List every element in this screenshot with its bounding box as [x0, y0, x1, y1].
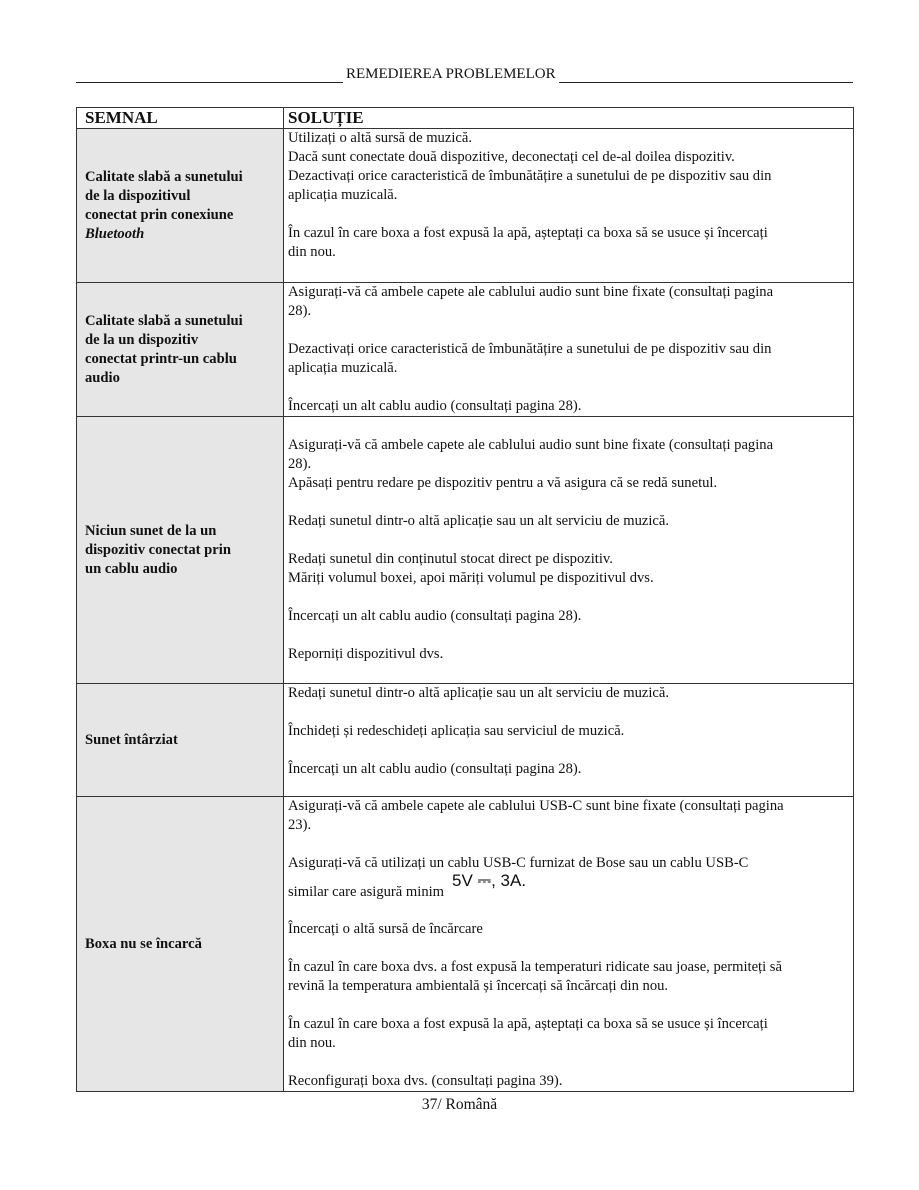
- solution-line: [288, 148, 849, 167]
- solution-line: [288, 1053, 849, 1072]
- signal-italic: Bluetooth: [85, 225, 145, 242]
- solution-line: [288, 436, 849, 455]
- signal-line: Boxa nu se încarcă: [85, 935, 202, 952]
- signal-cell: [77, 684, 284, 797]
- solution-line: [288, 958, 849, 977]
- solution-line: [288, 397, 849, 416]
- solution-line: [288, 873, 849, 901]
- solution-cell: [284, 283, 854, 417]
- solution-text: Încercați un alt cablu audio (consultați pagina 28).: [288, 761, 582, 777]
- solution-line: [288, 939, 849, 958]
- solution-line: [288, 607, 849, 626]
- solution-line: [288, 760, 849, 779]
- signal-line: conectat prin conexiune: [85, 206, 234, 223]
- signal-line: de la un dispozitiv: [85, 331, 199, 348]
- table-row: [77, 283, 854, 417]
- solution-text: 28).: [288, 303, 312, 319]
- column-header-signal: SEMNAL: [77, 108, 284, 129]
- solution-text: Asigurați-vă că ambele capete ale cablului audio sunt bine fixate (consultați pagina: [288, 437, 774, 453]
- solution-cell: [284, 417, 854, 684]
- solution-text: Asigurați-vă că utilizați un cablu USB-C furnizat de Bose sau un cablu USB-C: [288, 855, 749, 871]
- solution-line: [288, 224, 849, 243]
- solution-text: aplicația muzicală.: [288, 360, 398, 376]
- solution-text: Dezactivați orice caracteristică de îmbunătățire a sunetului de pe dispozitiv sau din: [288, 168, 772, 184]
- solution-line: [288, 703, 849, 722]
- solution-text: Apăsați pentru redare pe dispozitiv pentru a vă asigura că se redă sunetul.: [288, 475, 718, 491]
- solution-line: [288, 920, 849, 939]
- solution-line: [288, 474, 849, 493]
- table-header-row: [77, 108, 854, 129]
- solution-text: În cazul în care boxa dvs. a fost expusă la temperaturi ridicate sau joase, permiteți să: [288, 959, 782, 975]
- signal-line: conectat printr-un cablu: [85, 350, 237, 367]
- signal-line: audio: [85, 369, 120, 386]
- signal-cell: [77, 797, 284, 1092]
- page-number: 37/ Română: [421, 1096, 498, 1113]
- solution-text: Încercați un alt cablu audio (consultați pagina 28).: [288, 608, 582, 624]
- solution-line: [288, 340, 849, 359]
- solution-line: [288, 359, 849, 378]
- solution-line: [288, 854, 849, 873]
- signal-line: dispozitiv conectat prin: [85, 541, 231, 558]
- header-rule-right: [559, 67, 853, 83]
- solution-text: Dezactivați orice caracteristică de îmbunătățire a sunetului de pe dispozitiv sau din: [288, 341, 772, 357]
- solution-text: Asigurați-vă că ambele capete ale cablului USB-C sunt bine fixate (consultați pagina: [288, 798, 784, 814]
- solution-line: [288, 378, 849, 397]
- solution-cell: [284, 129, 854, 283]
- solution-text: În cazul în care boxa a fost expusă la apă, așteptați ca boxa să se usuce și încercați: [288, 1016, 768, 1032]
- table-body: [77, 129, 854, 1092]
- power-spec: 5V ⎓, 3A.: [452, 871, 527, 890]
- solution-text: Reporniți dispozitivul dvs.: [288, 646, 444, 662]
- solution-text: revină la temperatura ambientală și încercați să încărcați din nou.: [288, 978, 669, 994]
- troubleshooting-table: [76, 107, 854, 1092]
- solution-line: [288, 512, 849, 531]
- solution-line: [288, 797, 849, 816]
- signal-cell: [77, 129, 284, 283]
- solution-line: [288, 205, 849, 224]
- solution-text: Utilizați o altă sursă de muzică.: [288, 130, 472, 146]
- table-row: [77, 129, 854, 283]
- solution-line: [288, 493, 849, 512]
- solution-line: [288, 186, 849, 205]
- signal-line: Calitate slabă a sunetului: [85, 312, 243, 329]
- table-row: [77, 797, 854, 1092]
- solution-cell: [284, 684, 854, 797]
- solution-text: Dacă sunt conectate două dispozitive, deconectați cel de-al doilea dispozitiv.: [288, 149, 735, 165]
- table-row: [77, 417, 854, 684]
- solution-text: Asigurați-vă că ambele capete ale cablului audio sunt bine fixate (consultați pagina: [288, 284, 774, 300]
- solution-line: [288, 550, 849, 569]
- solution-line: [288, 417, 849, 436]
- solution-text: similar care asigură minim: [288, 884, 445, 900]
- signal-line: Calitate slabă a sunetului: [85, 168, 243, 185]
- page-header: [76, 66, 853, 83]
- solution-line: [288, 1034, 849, 1053]
- solution-text: Reconfigurați boxa dvs. (consultați pagina 39).: [288, 1073, 563, 1089]
- solution-line: [288, 283, 849, 302]
- signal-line: un cablu audio: [85, 560, 178, 577]
- solution-line: [288, 722, 849, 741]
- solution-text: Redați sunetul dintr-o altă aplicație sau un alt serviciu de muzică.: [288, 685, 670, 701]
- solution-line: [288, 321, 849, 340]
- solution-text: În cazul în care boxa a fost expusă la apă, așteptați ca boxa să se usuce și încercați: [288, 225, 768, 241]
- signal-cell: [77, 417, 284, 684]
- solution-line: [288, 302, 849, 321]
- solution-text: din nou.: [288, 1035, 336, 1051]
- solution-line: [288, 455, 849, 474]
- signal-cell: [77, 283, 284, 417]
- solution-line: [288, 129, 849, 148]
- page-title: REMEDIEREA PROBLEMELOR: [346, 66, 556, 82]
- solution-text: Redați sunetul din conținutul stocat direct pe dispozitiv.: [288, 551, 613, 567]
- signal-line: de la dispozitivul: [85, 187, 191, 204]
- solution-line: [288, 588, 849, 607]
- solution-line: [288, 1072, 849, 1091]
- solution-line: [288, 1015, 849, 1034]
- table-row: [77, 684, 854, 797]
- column-header-solution: SOLUȚIE: [284, 108, 854, 129]
- solution-line: [288, 977, 849, 996]
- signal-line: Niciun sunet de la un: [85, 522, 217, 539]
- solution-line: [288, 569, 849, 588]
- solution-line: [288, 996, 849, 1015]
- solution-line: [288, 835, 849, 854]
- solution-line: [288, 531, 849, 550]
- header-rule-left: [76, 67, 343, 83]
- solution-text: aplicația muzicală.: [288, 187, 398, 203]
- solution-text: Încercați o altă sursă de încărcare: [288, 921, 483, 937]
- solution-text: Încercați un alt cablu audio (consultați pagina 28).: [288, 398, 582, 414]
- solution-line: [288, 645, 849, 664]
- solution-text: 23).: [288, 817, 312, 833]
- solution-text: 28).: [288, 456, 312, 472]
- solution-line: [288, 901, 849, 920]
- solution-line: [288, 741, 849, 760]
- solution-line: [288, 626, 849, 645]
- solution-line: [288, 243, 849, 262]
- solution-cell: [284, 797, 854, 1092]
- solution-line: [288, 816, 849, 835]
- signal-line: Sunet întârziat: [85, 731, 178, 748]
- solution-line: [288, 684, 849, 703]
- solution-text: Închideți și redeschideți aplicația sau serviciul de muzică.: [288, 723, 625, 739]
- solution-text: din nou.: [288, 244, 336, 260]
- solution-text: Redați sunetul dintr-o altă aplicație sau un alt serviciu de muzică.: [288, 513, 670, 529]
- solution-text: Măriți volumul boxei, apoi măriți volumul pe dispozitivul dvs.: [288, 570, 654, 586]
- solution-line: [288, 167, 849, 186]
